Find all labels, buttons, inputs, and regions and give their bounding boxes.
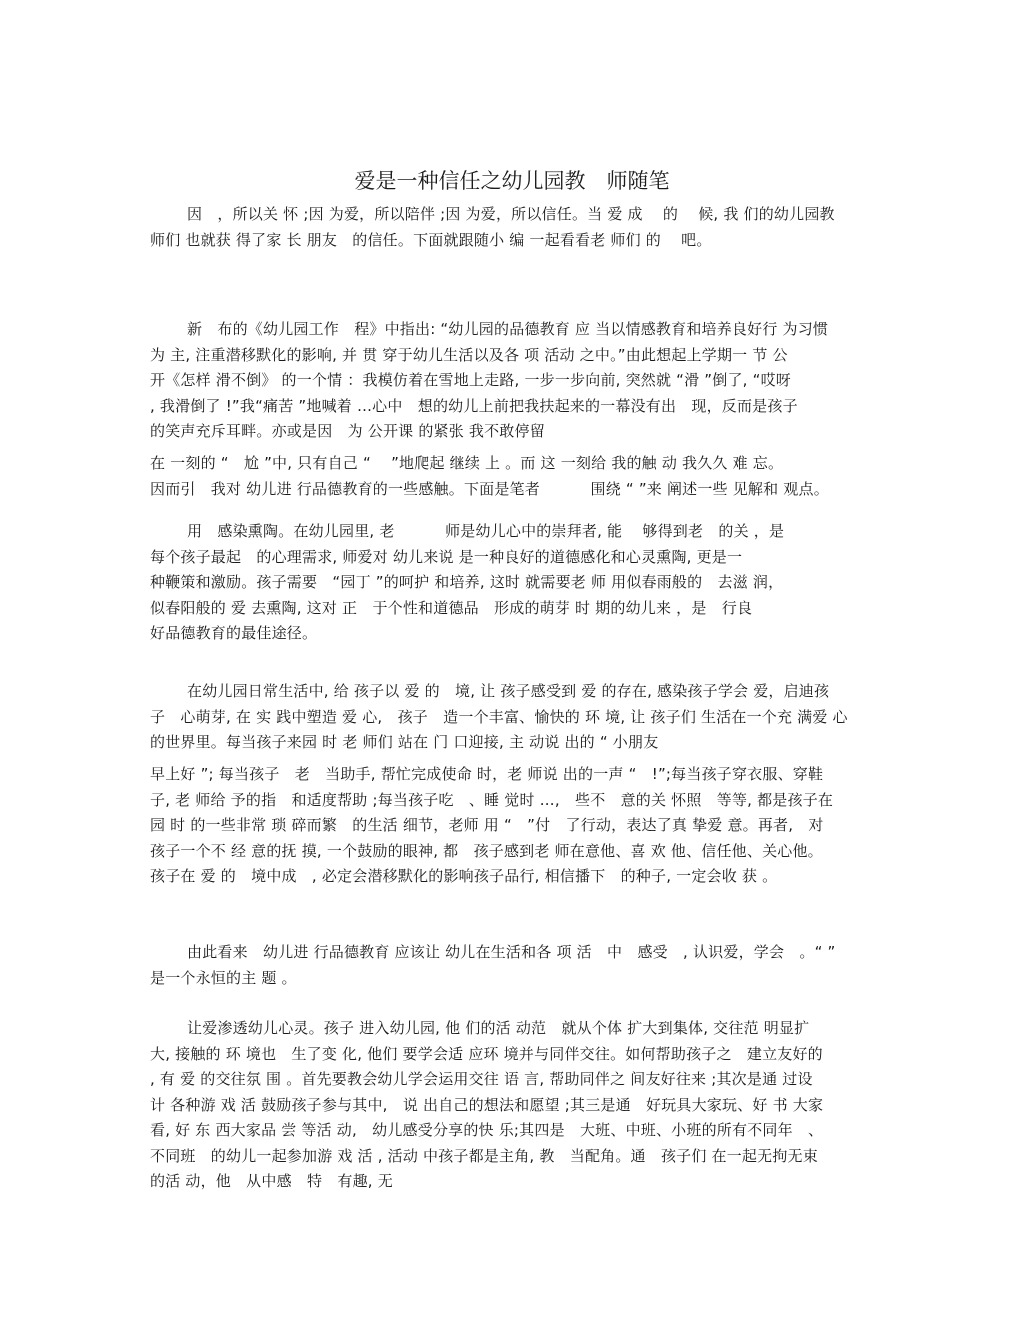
paragraph-guideline <box>150 317 890 445</box>
document-title: 爱是一种信任之幼儿园教 师随笔 <box>354 169 670 193</box>
text-line: 师们 也就获 得了家 长 朋友 的信任。下面就跟随小 编 一起看看老 师们 的 吧。 <box>150 230 712 249</box>
text-line: 让爱渗透幼儿心灵。孩子 进入幼儿园, 他 们的活 动范 就从个体 扩大到集体, 交往范 明显扩 <box>187 1019 810 1037</box>
paragraph-social <box>150 1016 890 1195</box>
text-line: 在幼儿园日常生活中, 给 孩子以 爱 的 境, 让 孩子感受到 爱 的存在, 感染孩子学会 爱，启迪孩 <box>187 682 830 700</box>
text-line: 孩子在 爱 的 境中成 , 必定会潜移默化的影响孩子品行, 相信播下 的种子, 一定会收 获 。 <box>150 867 778 885</box>
text-line: 园 时 的一些非常 琐 碎而繁 的生活 细节，老师 用 “ ”付 了行动，表达了真 挚爱 意。再者, 对 <box>150 816 824 834</box>
text-line: 计 各种游 戏 活 鼓励孩子参与其中, 说 出自己的想法和愿望 ;其三是通 好玩具大家玩、好 书 大家 <box>150 1095 824 1114</box>
text-line: 孩子一个不 经 意的抚 摸, 一个鼓励的眼神, 都 孩子感到老 师在意他、喜 欢 他、信任他、关心他。 <box>150 841 823 860</box>
text-line: , 我滑倒了 !”我“痛苦 ”地喊着 …心中 想的幼儿上前把我扶起来的一幕没有出 现，反而是孩子 <box>150 396 798 415</box>
text-line: 新 布的《幼儿园工作 程》中指出: “幼儿园的品德教育 应 当以情感教育和培养良好行 为习惯 <box>187 320 829 338</box>
text-line: 因而引 我对 幼儿进 行品德教育的一些感触。下面是笔者 围绕 “ ”来 阐述一些 见解和 观点。 <box>150 479 829 498</box>
paragraph-intro <box>150 202 890 253</box>
text-line: 在 一刻的 “ 尬 ”中, 只有自己 “ ”地爬起 继续 上 。而 这 一刻给 我的触 动 我久久 难 忘。 <box>150 454 784 472</box>
paragraph-care <box>150 762 890 890</box>
paragraph-influence <box>150 519 890 647</box>
paragraph-conclusion <box>150 940 890 991</box>
text-line: 用 感染熏陶。在幼儿园里, 老 师是幼儿心中的崇拜者, 能 够得到老 的关 ，是 <box>187 522 785 540</box>
text-line: 好品德教育的最佳途径。 <box>150 624 318 642</box>
text-line: 是一个永恒的主 题 。 <box>150 968 297 987</box>
text-line: 种鞭策和激励。孩子需要 “园丁 ”的呵护 和培养, 这时 就需要老 师 用似春雨般的 去滋 润， <box>150 573 784 591</box>
text-line: 子, 老 师给 予的指 和适度帮助 ;每当孩子吃 、睡 觉时 …, 些不 意的关 怀照 等等, 都是孩子在 <box>150 790 834 809</box>
text-line: , 有 爱 的交往氛 围 。首先要教会幼儿学会运用交往 语 言, 帮助同伴之 间友好往来 ;其次是通 过设 <box>150 1070 813 1088</box>
text-line: 不同班 的幼儿一起参加游 戏 活 , 活动 中孩子都是主角, 教 当配角。通 孩子们 在一起无拘无束 <box>150 1146 818 1165</box>
text-line: 看, 好 东 西大家品 尝 等活 动, 幼儿感受分享的快 乐;其四是 大班、中班、小班的所有不同年 、 <box>150 1121 824 1139</box>
text-line: 的活 动，他 从中感 特 有趣, 无 <box>150 1172 393 1190</box>
text-line: 大, 接触的 环 境也 生了变 化, 他们 要学会适 应环 境并与同伴交往。如何帮助孩子之 建立友好的 <box>150 1044 823 1063</box>
text-line: 似春阳般的 爱 去熏陶, 这对 正 于个性和道德品 形成的萌芽 时 期的幼儿来 ，是 行良 <box>150 598 753 617</box>
paragraph-moment <box>150 451 890 502</box>
paragraph-daily-life <box>150 679 890 756</box>
text-line: 每个孩子最起 的心理需求, 师爱对 幼儿来说 是一种良好的道德感化和心灵熏陶, 更是一 <box>150 547 743 566</box>
text-line: 为 主, 注重潜移默化的影响, 并 贯 穿于幼儿生活以及各 项 活动 之中。”由此想起上学期一 节 公 <box>150 345 788 364</box>
text-line: 因 ，所以关 怀 ;因 为爱，所以陪伴 ;因 为爱，所以信任。当 爱 成 的 候, 我 们的幼儿园教 <box>187 205 835 223</box>
text-line: 的世界里。每当孩子来园 时 老 师们 站在 门 口迎接, 主 动说 出的 “ 小朋友 <box>150 733 659 751</box>
text-line: 的笑声充斥耳畔。亦或是因 为 公开课 的紧张 我不敢停留 <box>150 422 545 440</box>
text-line: 子 心萌芽, 在 实 践中塑造 爱 心, 孩子 造一个丰富、愉快的 环 境, 让 孩子们 生活在一个充 满爱 心 <box>150 707 848 726</box>
text-line: 由此看来 幼儿进 行品德教育 应该让 幼儿在生活和各 项 活 中 感受 , 认识爱，学会 。“ ” <box>187 943 836 961</box>
text-line: 早上好 ”; 每当孩子 老 当助手, 帮忙完成使命 时，老 师说 出的一声 “ !”;每当孩子穿衣服、穿鞋 <box>150 765 824 783</box>
text-line: 开《怎样 滑不倒》 的一个情 ：我模仿着在雪地上走路, 一步一步向前, 突然就 “滑 ”倒了, “哎呀 <box>150 371 791 389</box>
